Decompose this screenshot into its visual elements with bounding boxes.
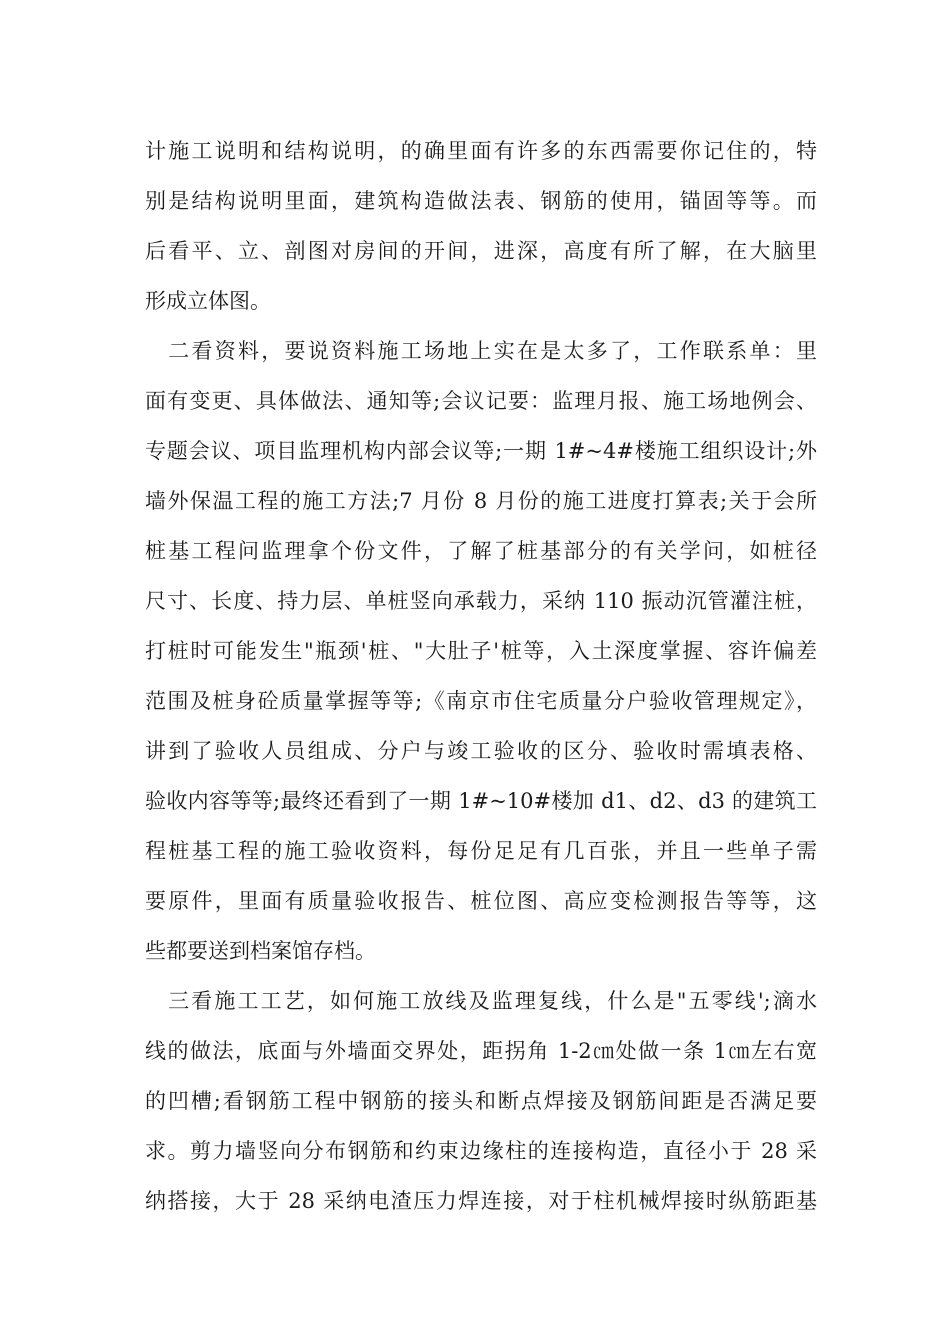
text-line: 线的做法，底面与外墙面交界处，距拐角 1-2㎝处做一条 1㎝左右宽 bbox=[145, 1039, 817, 1063]
body-text bbox=[145, 126, 817, 1226]
text-line: 后看平、立、剖图对房间的开间，进深，高度有所了解，在大脑里 bbox=[145, 239, 817, 263]
text-line: 别是结构说明里面，建筑构造做法表、钢筋的使用，锚固等等。而 bbox=[145, 189, 817, 213]
text-line: 打桩时可能发生"瓶颈'桩、"大肚子'桩等，入土深度掌握、容许偏差 bbox=[145, 639, 817, 663]
text-line: 二看资料，要说资料施工场地上实在是太多了，工作联系单：里 bbox=[145, 339, 817, 363]
text-line: 计施工说明和结构说明，的确里面有许多的东西需要你记住的，特 bbox=[145, 139, 817, 163]
text-line: 的凹槽;看钢筋工程中钢筋的接头和断点焊接及钢筋间距是否满足要 bbox=[145, 1089, 817, 1113]
text-line: 桩基工程问监理拿个份文件，了解了桩基部分的有关学问，如桩径 bbox=[145, 539, 817, 563]
text-line: 程桩基工程的施工验收资料，每份足足有几百张，并且一些单子需 bbox=[145, 839, 817, 863]
text-line: 讲到了验收人员组成、分户与竣工验收的区分、验收时需填表格、 bbox=[145, 739, 817, 763]
paragraph-2 bbox=[145, 326, 817, 976]
paragraph-3 bbox=[145, 976, 817, 1226]
text-line: 纳搭接，大于 28 采纳电渣压力焊连接，对于柱机械焊接时纵筋距基 bbox=[145, 1189, 817, 1213]
text-line: 求。剪力墙竖向分布钢筋和约束边缘柱的连接构造，直径小于 28 采 bbox=[145, 1139, 817, 1163]
text-line: 面有变更、具体做法、通知等;会议记要：监理月报、施工场地例会、 bbox=[145, 389, 817, 413]
text-line: 形成立体图。 bbox=[145, 289, 271, 313]
paragraph-1 bbox=[145, 126, 817, 326]
text-line: 要原件，里面有质量验收报告、桩位图、高应变检测报告等等，这 bbox=[145, 889, 817, 913]
text-line: 验收内容等等;最终还看到了一期 1#~10#楼加 d1、d2、d3 的建筑工 bbox=[145, 789, 817, 813]
text-line: 专题会议、项目监理机构内部会议等;一期 1#~4#楼施工组织设计;外 bbox=[145, 439, 817, 463]
text-line: 墙外保温工程的施工方法;7 月份 8 月份的施工进度打算表;关于会所 bbox=[145, 489, 817, 513]
text-line: 范围及桩身砼质量掌握等等;《南京市住宅质量分户验收管理规定》， bbox=[145, 689, 817, 713]
text-line: 些都要送到档案馆存档。 bbox=[145, 939, 376, 963]
text-line: 尺寸、长度、持力层、单桩竖向承载力，采纳 110 振动沉管灌注桩， bbox=[145, 589, 817, 613]
text-line: 三看施工工艺，如何施工放线及监理复线，什么是"五零线';滴水 bbox=[145, 989, 817, 1013]
